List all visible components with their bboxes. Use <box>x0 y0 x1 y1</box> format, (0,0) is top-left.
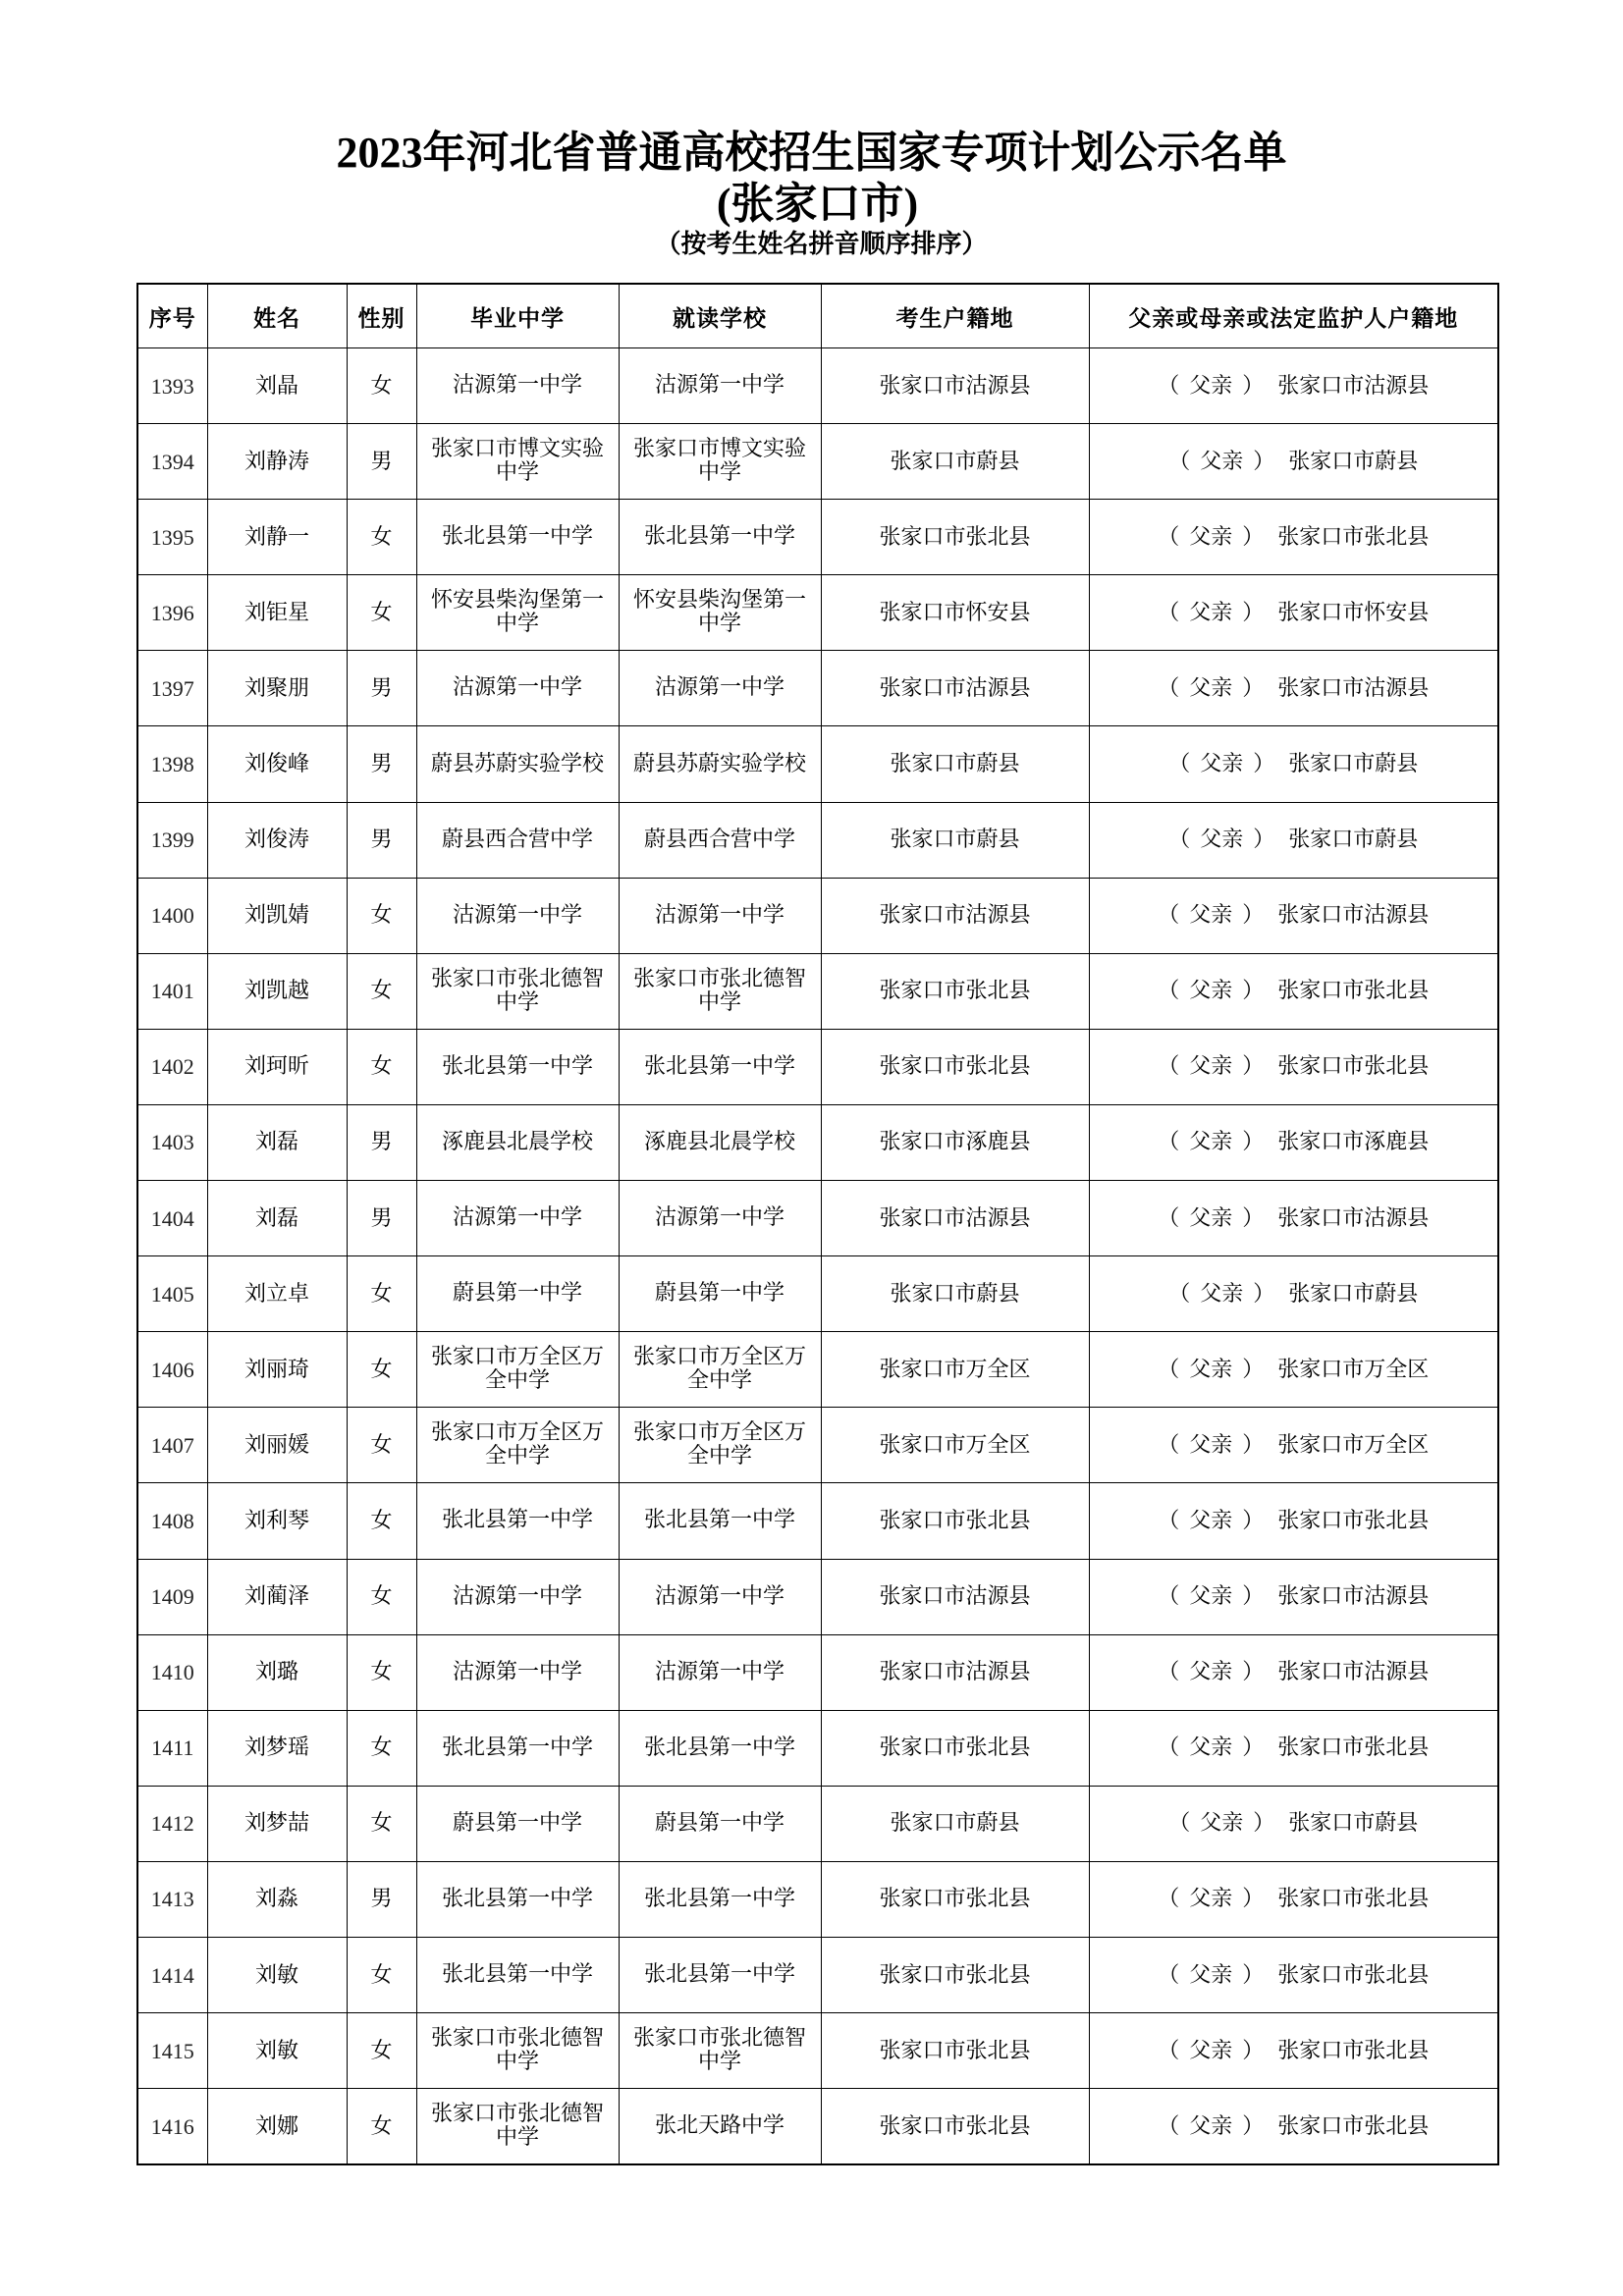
cell-current-school: 张北县第一中学 <box>619 1483 821 1559</box>
cell-guardian-household <box>1089 651 1498 726</box>
column-header-no: 序号 <box>137 284 207 348</box>
cell-name: 刘珂昕 <box>207 1029 347 1104</box>
cell-no: 1405 <box>137 1256 207 1332</box>
table-row <box>137 1861 1498 1937</box>
cell-name: 刘梦瑶 <box>207 1710 347 1786</box>
guardian-relation: （ 父亲 ） <box>1168 1811 1275 1837</box>
cell-guardian-household <box>1089 878 1498 953</box>
table-row <box>137 651 1498 726</box>
guardian-relation-label: 父亲 <box>1189 1508 1233 1533</box>
cell-guardian-household <box>1089 1559 1498 1634</box>
cell-gender: 女 <box>347 1634 416 1710</box>
cell-household: 张家口市张北县 <box>821 1710 1089 1786</box>
cell-grad-school: 张北县第一中学 <box>416 1483 619 1559</box>
cell-current-school: 张北天路中学 <box>619 2089 821 2165</box>
cell-grad-school: 张北县第一中学 <box>416 1710 619 1786</box>
cell-no: 1413 <box>137 1861 207 1937</box>
guardian-relation: （ 父亲 ） <box>1158 979 1265 1004</box>
cell-current-school: 张家口市万全区万全中学 <box>619 1408 821 1483</box>
cell-current-school: 沽源第一中学 <box>619 1181 821 1256</box>
table-row <box>137 1786 1498 1861</box>
guardian-relation-label: 父亲 <box>1189 1054 1233 1080</box>
cell-no: 1394 <box>137 424 207 500</box>
cell-guardian-household <box>1089 1786 1498 1861</box>
cell-grad-school: 张北县第一中学 <box>416 1861 619 1937</box>
guardian-place: 张家口市张北县 <box>1277 2113 1430 2139</box>
table-row <box>137 1104 1498 1180</box>
guardian-relation: （ 父亲 ） <box>1158 675 1265 701</box>
cell-no: 1397 <box>137 651 207 726</box>
table-row <box>137 500 1498 575</box>
cell-household: 张家口市沽源县 <box>821 1181 1089 1256</box>
cell-grad-school: 蔚县第一中学 <box>416 1786 619 1861</box>
table-header-row <box>137 284 1498 348</box>
guardian-place: 张家口市沽源县 <box>1277 1584 1430 1610</box>
guardian-relation-label: 父亲 <box>1189 373 1233 399</box>
guardian-relation: （ 父亲 ） <box>1168 449 1275 474</box>
guardian-relation-label: 父亲 <box>1189 675 1233 701</box>
cell-gender: 女 <box>347 1786 416 1861</box>
cell-no: 1409 <box>137 1559 207 1634</box>
cell-grad-school: 张北县第一中学 <box>416 500 619 575</box>
guardian-place: 张家口市蔚县 <box>1288 1811 1419 1837</box>
cell-name: 刘蔺泽 <box>207 1559 347 1634</box>
guardian-relation: （ 父亲 ） <box>1158 600 1265 625</box>
cell-current-school: 沽源第一中学 <box>619 348 821 424</box>
guardian-relation: （ 父亲 ） <box>1158 1432 1265 1458</box>
cell-grad-school: 沽源第一中学 <box>416 1181 619 1256</box>
cell-current-school: 沽源第一中学 <box>619 651 821 726</box>
cell-name: 刘凯越 <box>207 953 347 1029</box>
cell-no: 1415 <box>137 2013 207 2089</box>
cell-grad-school: 张北县第一中学 <box>416 1029 619 1104</box>
guardian-relation-label: 父亲 <box>1189 1584 1233 1610</box>
cell-grad-school: 沽源第一中学 <box>416 1559 619 1634</box>
page-title: 2023年河北省普通高校招生国家专项计划公示名单 <box>336 129 1287 177</box>
cell-no: 1408 <box>137 1483 207 1559</box>
cell-household: 张家口市张北县 <box>821 953 1089 1029</box>
guardian-place: 张家口市张北县 <box>1277 2038 1430 2063</box>
table-row <box>137 1937 1498 2012</box>
guardian-relation: （ 父亲 ） <box>1158 903 1265 929</box>
guardian-place: 张家口市张北县 <box>1277 1962 1430 1988</box>
cell-no: 1403 <box>137 1104 207 1180</box>
cell-name: 刘淼 <box>207 1861 347 1937</box>
cell-current-school: 蔚县第一中学 <box>619 1256 821 1332</box>
cell-household: 张家口市蔚县 <box>821 424 1089 500</box>
page-subtitle-city: (张家口市) <box>716 180 919 228</box>
cell-grad-school: 张北县第一中学 <box>416 1937 619 2012</box>
cell-name: 刘静一 <box>207 500 347 575</box>
cell-gender: 女 <box>347 1256 416 1332</box>
guardian-relation: （ 父亲 ） <box>1168 828 1275 853</box>
cell-name: 刘磊 <box>207 1104 347 1180</box>
cell-gender: 女 <box>347 575 416 651</box>
cell-gender: 女 <box>347 1937 416 2012</box>
cell-gender: 女 <box>347 1029 416 1104</box>
guardian-place: 张家口市沽源县 <box>1277 1205 1430 1231</box>
cell-current-school: 张北县第一中学 <box>619 1861 821 1937</box>
cell-guardian-household <box>1089 348 1498 424</box>
guardian-place: 张家口市蔚县 <box>1288 752 1419 777</box>
cell-guardian-household <box>1089 1937 1498 2012</box>
cell-current-school: 蔚县第一中学 <box>619 1786 821 1861</box>
table-row <box>137 726 1498 802</box>
cell-household: 张家口市万全区 <box>821 1408 1089 1483</box>
cell-name: 刘娜 <box>207 2089 347 2165</box>
cell-household: 张家口市沽源县 <box>821 1559 1089 1634</box>
cell-no: 1414 <box>137 1937 207 2012</box>
cell-current-school: 张北县第一中学 <box>619 500 821 575</box>
cell-no: 1393 <box>137 348 207 424</box>
cell-gender: 女 <box>347 1710 416 1786</box>
guardian-place: 张家口市张北县 <box>1277 524 1430 550</box>
cell-household: 张家口市张北县 <box>821 1029 1089 1104</box>
table-row <box>137 1181 1498 1256</box>
cell-name: 刘利琴 <box>207 1483 347 1559</box>
cell-household: 张家口市涿鹿县 <box>821 1104 1089 1180</box>
cell-guardian-household <box>1089 424 1498 500</box>
cell-gender: 女 <box>347 500 416 575</box>
cell-guardian-household <box>1089 1029 1498 1104</box>
cell-current-school: 蔚县苏蔚实验学校 <box>619 726 821 802</box>
cell-household: 张家口市张北县 <box>821 2013 1089 2089</box>
cell-no: 1401 <box>137 953 207 1029</box>
cell-current-school: 怀安县柴沟堡第一中学 <box>619 575 821 651</box>
cell-guardian-household <box>1089 500 1498 575</box>
guardian-relation: （ 父亲 ） <box>1158 1205 1265 1231</box>
guardian-relation: （ 父亲 ） <box>1158 1887 1265 1912</box>
cell-name: 刘丽琦 <box>207 1332 347 1408</box>
cell-grad-school: 涿鹿县北晨学校 <box>416 1104 619 1180</box>
column-header-guardian-household: 父亲或母亲或法定监护人户籍地 <box>1089 284 1498 348</box>
guardian-relation-label: 父亲 <box>1189 2113 1233 2139</box>
guardian-place: 张家口市涿鹿县 <box>1277 1130 1430 1155</box>
cell-gender: 男 <box>347 802 416 878</box>
table-row <box>137 802 1498 878</box>
sort-note: （按考生姓名拼音顺序排序） <box>655 230 988 259</box>
cell-gender: 女 <box>347 1483 416 1559</box>
cell-household: 张家口市沽源县 <box>821 651 1089 726</box>
table-row <box>137 1634 1498 1710</box>
cell-name: 刘凯婧 <box>207 878 347 953</box>
cell-grad-school: 蔚县苏蔚实验学校 <box>416 726 619 802</box>
table-body <box>137 348 1498 2165</box>
cell-gender: 女 <box>347 2089 416 2165</box>
cell-grad-school: 张家口市万全区万全中学 <box>416 1408 619 1483</box>
guardian-relation: （ 父亲 ） <box>1168 1281 1275 1307</box>
cell-guardian-household <box>1089 1104 1498 1180</box>
guardian-relation: （ 父亲 ） <box>1158 1584 1265 1610</box>
guardian-relation-label: 父亲 <box>1189 979 1233 1004</box>
cell-gender: 男 <box>347 726 416 802</box>
cell-no: 1399 <box>137 802 207 878</box>
cell-current-school: 张北县第一中学 <box>619 1029 821 1104</box>
cell-guardian-household <box>1089 726 1498 802</box>
cell-gender: 男 <box>347 1104 416 1180</box>
cell-household: 张家口市蔚县 <box>821 1786 1089 1861</box>
guardian-relation-label: 父亲 <box>1189 1962 1233 1988</box>
guardian-relation-label: 父亲 <box>1189 524 1233 550</box>
cell-current-school: 张北县第一中学 <box>619 1710 821 1786</box>
cell-name: 刘俊峰 <box>207 726 347 802</box>
table-row <box>137 878 1498 953</box>
cell-gender: 男 <box>347 424 416 500</box>
cell-gender: 女 <box>347 953 416 1029</box>
cell-grad-school: 蔚县第一中学 <box>416 1256 619 1332</box>
cell-name: 刘聚朋 <box>207 651 347 726</box>
guardian-place: 张家口市张北县 <box>1277 1054 1430 1080</box>
guardian-relation: （ 父亲 ） <box>1158 524 1265 550</box>
cell-no: 1407 <box>137 1408 207 1483</box>
guardian-place: 张家口市万全区 <box>1277 1357 1430 1382</box>
cell-gender: 女 <box>347 1559 416 1634</box>
cell-grad-school: 沽源第一中学 <box>416 878 619 953</box>
column-header-household: 考生户籍地 <box>821 284 1089 348</box>
table-row <box>137 2089 1498 2165</box>
cell-no: 1410 <box>137 1634 207 1710</box>
guardian-relation-label: 父亲 <box>1189 1205 1233 1231</box>
guardian-place: 张家口市沽源县 <box>1277 675 1430 701</box>
guardian-place: 张家口市张北县 <box>1277 1508 1430 1533</box>
cell-current-school: 张家口市博文实验中学 <box>619 424 821 500</box>
cell-gender: 女 <box>347 1332 416 1408</box>
cell-no: 1400 <box>137 878 207 953</box>
cell-name: 刘丽媛 <box>207 1408 347 1483</box>
table-row <box>137 1408 1498 1483</box>
cell-gender: 女 <box>347 2013 416 2089</box>
guardian-place: 张家口市蔚县 <box>1288 828 1419 853</box>
cell-guardian-household <box>1089 1408 1498 1483</box>
table-row <box>137 1256 1498 1332</box>
guardian-relation: （ 父亲 ） <box>1158 2038 1265 2063</box>
cell-name: 刘敏 <box>207 2013 347 2089</box>
cell-no: 1395 <box>137 500 207 575</box>
cell-grad-school: 张家口市万全区万全中学 <box>416 1332 619 1408</box>
cell-household: 张家口市沽源县 <box>821 1634 1089 1710</box>
cell-name: 刘晶 <box>207 348 347 424</box>
guardian-relation: （ 父亲 ） <box>1158 1962 1265 1988</box>
guardian-relation: （ 父亲 ） <box>1158 1508 1265 1533</box>
guardian-relation-label: 父亲 <box>1200 828 1244 853</box>
table-row <box>137 1710 1498 1786</box>
cell-household: 张家口市张北县 <box>821 500 1089 575</box>
roster-table <box>136 283 1499 2165</box>
cell-no: 1396 <box>137 575 207 651</box>
cell-current-school: 沽源第一中学 <box>619 878 821 953</box>
guardian-place: 张家口市张北县 <box>1277 1735 1430 1761</box>
guardian-relation-label: 父亲 <box>1200 1811 1244 1837</box>
cell-household: 张家口市沽源县 <box>821 878 1089 953</box>
cell-household: 张家口市怀安县 <box>821 575 1089 651</box>
column-header-gender: 性别 <box>347 284 416 348</box>
cell-no: 1416 <box>137 2089 207 2165</box>
cell-guardian-household <box>1089 1181 1498 1256</box>
cell-guardian-household <box>1089 953 1498 1029</box>
cell-name: 刘磊 <box>207 1181 347 1256</box>
cell-current-school: 蔚县西合营中学 <box>619 802 821 878</box>
table-row <box>137 348 1498 424</box>
column-header-current-school: 就读学校 <box>619 284 821 348</box>
column-header-name: 姓名 <box>207 284 347 348</box>
cell-guardian-household <box>1089 575 1498 651</box>
cell-gender: 男 <box>347 1181 416 1256</box>
guardian-place: 张家口市蔚县 <box>1288 449 1419 474</box>
cell-no: 1412 <box>137 1786 207 1861</box>
guardian-relation-label: 父亲 <box>1189 1735 1233 1761</box>
guardian-relation-label: 父亲 <box>1189 1660 1233 1685</box>
cell-household: 张家口市张北县 <box>821 1861 1089 1937</box>
cell-household: 张家口市蔚县 <box>821 726 1089 802</box>
cell-grad-school: 沽源第一中学 <box>416 651 619 726</box>
cell-grad-school: 怀安县柴沟堡第一中学 <box>416 575 619 651</box>
cell-household: 张家口市张北县 <box>821 2089 1089 2165</box>
cell-grad-school: 沽源第一中学 <box>416 348 619 424</box>
guardian-relation: （ 父亲 ） <box>1158 2113 1265 2139</box>
guardian-relation: （ 父亲 ） <box>1158 1054 1265 1080</box>
table-row <box>137 1029 1498 1104</box>
guardian-relation: （ 父亲 ） <box>1158 1735 1265 1761</box>
cell-current-school: 涿鹿县北晨学校 <box>619 1104 821 1180</box>
guardian-relation: （ 父亲 ） <box>1158 373 1265 399</box>
cell-household: 张家口市蔚县 <box>821 802 1089 878</box>
cell-current-school: 张家口市张北德智中学 <box>619 2013 821 2089</box>
table-row <box>137 424 1498 500</box>
cell-name: 刘敏 <box>207 1937 347 2012</box>
cell-household: 张家口市万全区 <box>821 1332 1089 1408</box>
cell-gender: 男 <box>347 1861 416 1937</box>
cell-name: 刘钜星 <box>207 575 347 651</box>
table-row <box>137 1483 1498 1559</box>
table-row <box>137 1559 1498 1634</box>
guardian-relation: （ 父亲 ） <box>1158 1357 1265 1382</box>
cell-household: 张家口市蔚县 <box>821 1256 1089 1332</box>
cell-gender: 男 <box>347 651 416 726</box>
cell-grad-school: 张家口市张北德智中学 <box>416 2089 619 2165</box>
guardian-relation-label: 父亲 <box>1189 1357 1233 1382</box>
cell-guardian-household <box>1089 1861 1498 1937</box>
guardian-relation: （ 父亲 ） <box>1158 1130 1265 1155</box>
cell-gender: 女 <box>347 878 416 953</box>
table-row <box>137 953 1498 1029</box>
table-row <box>137 1332 1498 1408</box>
cell-guardian-household <box>1089 1256 1498 1332</box>
cell-guardian-household <box>1089 2089 1498 2165</box>
guardian-place: 张家口市张北县 <box>1277 979 1430 1004</box>
cell-grad-school: 张家口市张北德智中学 <box>416 953 619 1029</box>
guardian-relation-label: 父亲 <box>1200 449 1244 474</box>
cell-no: 1404 <box>137 1181 207 1256</box>
cell-household: 张家口市张北县 <box>821 1483 1089 1559</box>
guardian-relation-label: 父亲 <box>1189 1130 1233 1155</box>
cell-household: 张家口市张北县 <box>821 1937 1089 2012</box>
cell-grad-school: 张家口市张北德智中学 <box>416 2013 619 2089</box>
cell-name: 刘静涛 <box>207 424 347 500</box>
guardian-relation-label: 父亲 <box>1200 1281 1244 1307</box>
guardian-place: 张家口市怀安县 <box>1277 600 1430 625</box>
cell-gender: 女 <box>347 1408 416 1483</box>
cell-name: 刘立卓 <box>207 1256 347 1332</box>
guardian-relation: （ 父亲 ） <box>1168 752 1275 777</box>
table-row <box>137 2013 1498 2089</box>
cell-guardian-household <box>1089 2013 1498 2089</box>
cell-current-school: 张家口市张北德智中学 <box>619 953 821 1029</box>
guardian-place: 张家口市沽源县 <box>1277 373 1430 399</box>
guardian-place: 张家口市蔚县 <box>1288 1281 1419 1307</box>
guardian-place: 张家口市沽源县 <box>1277 903 1430 929</box>
column-header-grad-school: 毕业中学 <box>416 284 619 348</box>
cell-name: 刘梦喆 <box>207 1786 347 1861</box>
guardian-place: 张家口市张北县 <box>1277 1887 1430 1912</box>
cell-grad-school: 蔚县西合营中学 <box>416 802 619 878</box>
cell-name: 刘璐 <box>207 1634 347 1710</box>
guardian-relation-label: 父亲 <box>1189 600 1233 625</box>
guardian-relation-label: 父亲 <box>1189 1432 1233 1458</box>
cell-current-school: 沽源第一中学 <box>619 1559 821 1634</box>
cell-no: 1398 <box>137 726 207 802</box>
guardian-relation-label: 父亲 <box>1200 752 1244 777</box>
cell-no: 1406 <box>137 1332 207 1408</box>
cell-guardian-household <box>1089 802 1498 878</box>
cell-guardian-household <box>1089 1634 1498 1710</box>
cell-current-school: 张北县第一中学 <box>619 1937 821 2012</box>
cell-grad-school: 沽源第一中学 <box>416 1634 619 1710</box>
table-row <box>137 575 1498 651</box>
cell-gender: 女 <box>347 348 416 424</box>
cell-no: 1402 <box>137 1029 207 1104</box>
cell-current-school: 沽源第一中学 <box>619 1634 821 1710</box>
cell-guardian-household <box>1089 1483 1498 1559</box>
guardian-relation-label: 父亲 <box>1189 903 1233 929</box>
guardian-relation-label: 父亲 <box>1189 2038 1233 2063</box>
guardian-relation: （ 父亲 ） <box>1158 1660 1265 1685</box>
cell-grad-school: 张家口市博文实验中学 <box>416 424 619 500</box>
cell-name: 刘俊涛 <box>207 802 347 878</box>
cell-guardian-household <box>1089 1332 1498 1408</box>
cell-guardian-household <box>1089 1710 1498 1786</box>
guardian-place: 张家口市万全区 <box>1277 1432 1430 1458</box>
cell-no: 1411 <box>137 1710 207 1786</box>
guardian-place: 张家口市沽源县 <box>1277 1660 1430 1685</box>
guardian-relation-label: 父亲 <box>1189 1887 1233 1912</box>
cell-current-school: 张家口市万全区万全中学 <box>619 1332 821 1408</box>
cell-household: 张家口市沽源县 <box>821 348 1089 424</box>
